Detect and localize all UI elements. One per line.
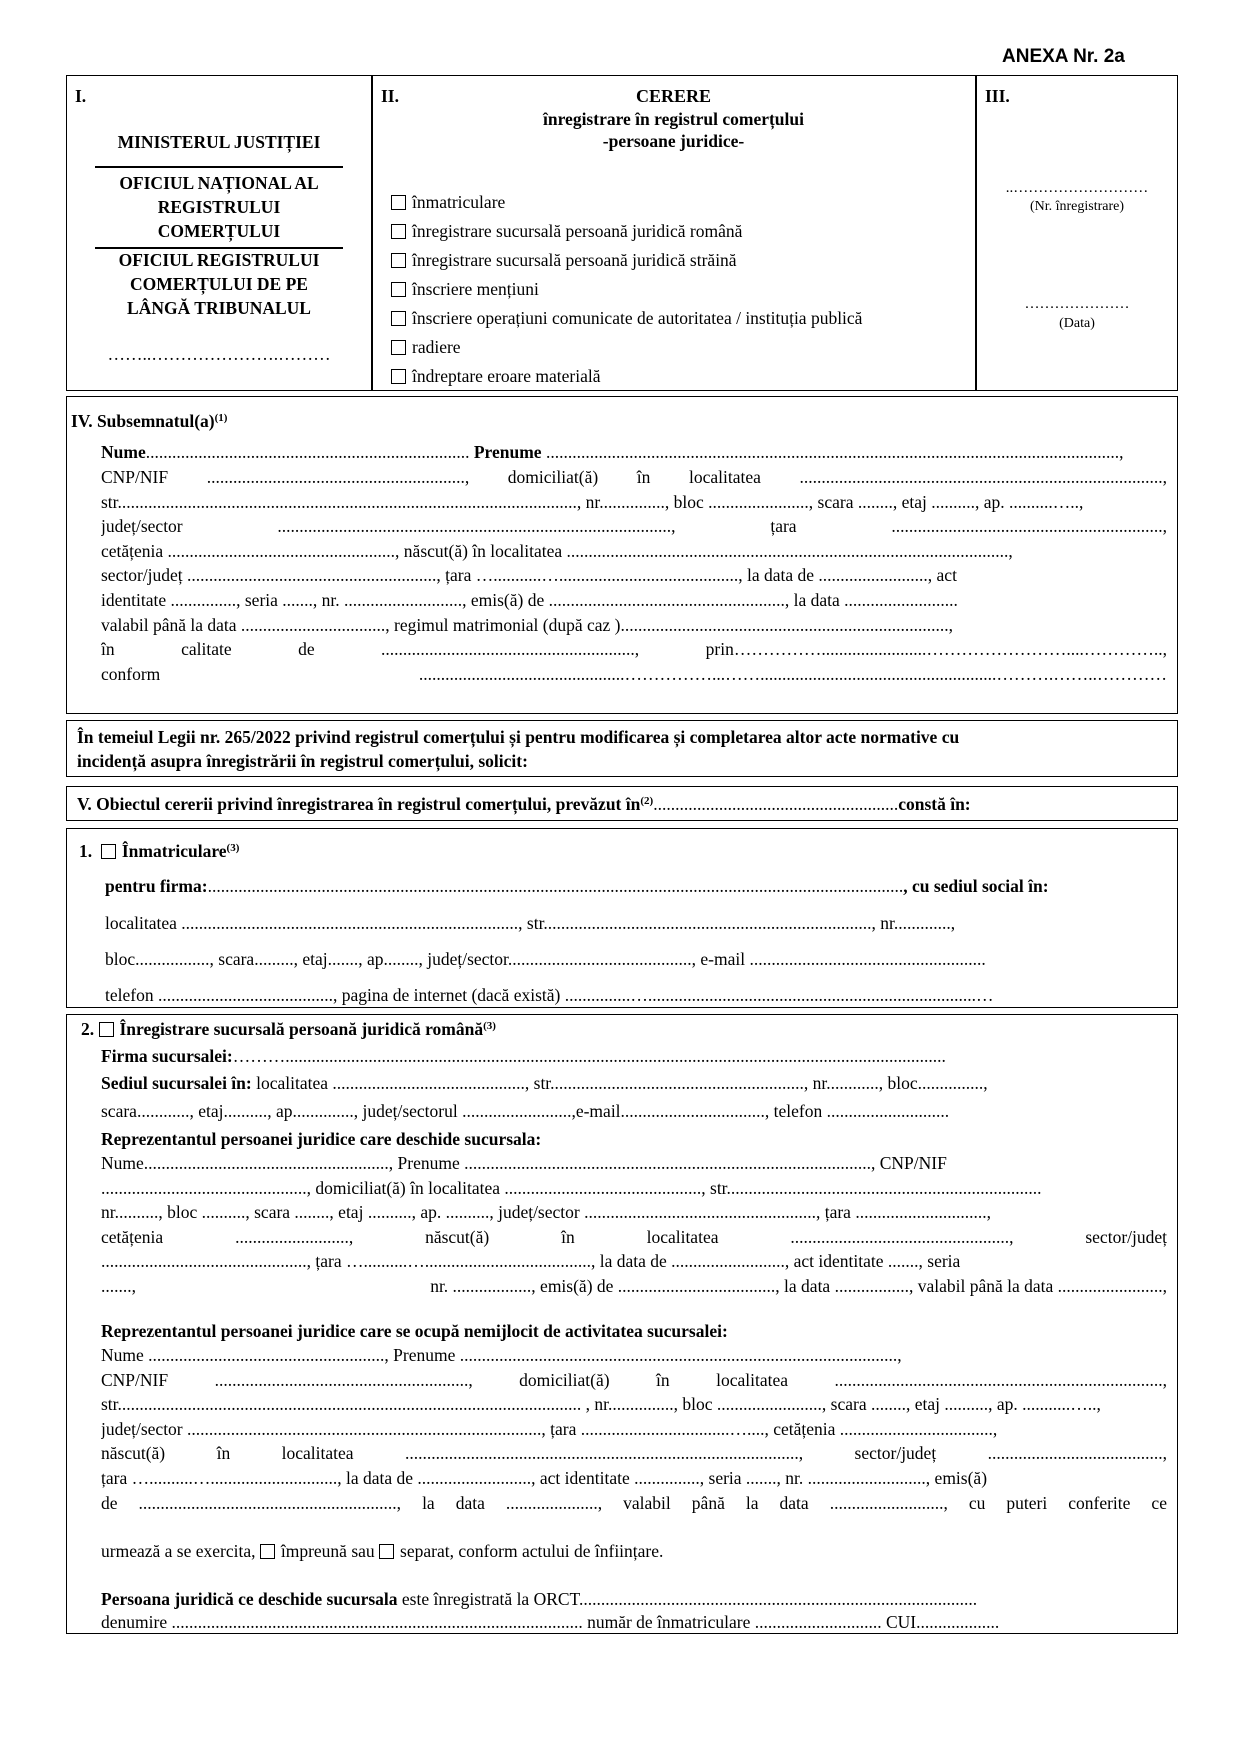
option-correction[interactable]: îndreptare eroare materială [391, 362, 862, 391]
ministry-name: MINISTERUL JUSTIȚIEI [117, 132, 321, 152]
form-line-text: județ/sector [101, 516, 183, 537]
form-line-text: țara …..........…............................., la data de .........................., act identitate ..............., seria ......., nr. ..........................., emis(ă) [101, 1468, 988, 1488]
branch-seat-details[interactable]: scara............, etaj.........., ap.............., județ/sectorul .........................,e-mail................................., telefon ............................ [101, 1101, 950, 1121]
form-line-text: prin……………........................……………………....………….., [705, 639, 1167, 660]
form-line-text: țara [770, 516, 797, 537]
form-line-text: în [101, 639, 115, 660]
form-line[interactable] [101, 1276, 1167, 1296]
form-line-text: născut(ă) [425, 1226, 490, 1247]
request-options [391, 188, 862, 391]
form-line-text: ..........................................................................., [834, 1369, 1167, 1390]
section-applicant [66, 396, 1178, 714]
form-line-text: CNP/NIF [101, 1369, 169, 1390]
form-line-text: ........................................, [987, 1443, 1167, 1464]
parent-identity-line[interactable]: denumire .............................................................................................. număr de înmatriculare ............................. CUI................... [101, 1612, 1000, 1632]
form-line-text: .................................................., [790, 1226, 1014, 1247]
form-line[interactable] [101, 615, 1167, 635]
form-line-text: ce [1151, 1492, 1167, 1513]
form-line-text: ......., [101, 1275, 136, 1296]
section-applicant-title: IV. $Subsemnatul(a)^{(1)}$ [71, 411, 228, 431]
form-line-text: conform [101, 663, 161, 684]
form-line-text: data [779, 1492, 809, 1513]
registration-number-label: (Nr. înregistrare) [1029, 199, 1125, 214]
col3-number: III. [985, 86, 1010, 106]
form-line[interactable] [101, 541, 1167, 561]
form-line-text: la [745, 1492, 759, 1513]
header-table [66, 75, 1178, 391]
form-line-text: valabil până la data ................................., regimul matrimonial (după caz )..........................................................................., [101, 614, 953, 635]
form-line-text: domiciliat(ă) [507, 467, 599, 487]
option-mentions[interactable]: înscriere mențiuni [391, 275, 862, 304]
form-line-text: .............................................................., [891, 516, 1167, 537]
request-subtitle: înregistrare în registrul comerțului [543, 109, 804, 129]
col2-number: II. [381, 86, 399, 106]
form-line-text: str.......................................................................................................... , nr..............., bloc ........................, scara ........, etaj .........., ap. ...........….., [101, 1394, 1101, 1415]
branch-title[interactable]: 2. Înregistrare sucursală persoană juridică română$^{(3)}$ [81, 1019, 496, 1039]
checkbox[interactable] [391, 340, 406, 355]
col2-divider [975, 76, 977, 390]
powers-line[interactable]: urmează a se exercita, împreună sau separat, conform actului de înființare. [101, 1541, 664, 1561]
option-operations[interactable]: înscriere operațiuni comunicate de autoritatea / instituția publică [391, 304, 862, 333]
immatriculation-title[interactable]: 1. Înmatriculare$^{(3)}$ [79, 841, 240, 861]
orct-line: OFICIUL REGISTRULUI [118, 250, 320, 270]
orct-line: COMERȚULUI DE PE [130, 274, 308, 294]
form-line[interactable] [101, 1227, 1167, 1247]
object-legal-field[interactable]: ........................................................ [653, 794, 899, 814]
form-line-text: domiciliat(ă) [519, 1369, 610, 1390]
form-line-text: nr.........., bloc .........., scara ........, etaj .........., ap. .........., județ/sector ....................................................., țara .............................., [101, 1202, 991, 1222]
form-line[interactable] [101, 565, 1167, 585]
form-line-text: în [636, 467, 651, 487]
form-line-text: .........................., [829, 1492, 948, 1513]
section-object: V. Obiectul cererii privind înregistrarea în registrul comerțului, prevăzut $în^{(2)}........................................................constă$ în: [66, 786, 1178, 821]
branch-name-line[interactable]: Firma sucursalei:………....................................................................................................................................................... [101, 1046, 946, 1066]
option-branch-foreign[interactable]: înregistrare sucursală persoană juridică străină [391, 246, 862, 275]
checkbox[interactable] [391, 253, 406, 268]
seat-address-line[interactable]: localitatea ............................................................................., str..........................................................................., nr............., [105, 913, 956, 933]
form-line-text: ..........................................................., [206, 467, 470, 487]
form-line-text: ..............................................., domiciliat(ă) în localitatea ............................................., str........................................................................ [101, 1177, 1042, 1198]
section-immatriculation [66, 828, 1178, 1008]
checkbox[interactable] [99, 1022, 114, 1037]
checkbox[interactable] [391, 369, 406, 384]
form-line-text: până [691, 1492, 725, 1513]
form-line-text: str........................................................................................................., nr..............., bloc ......................., scara ........, etaj .........., ap. ..........….., [101, 491, 1084, 512]
parent-registration-line[interactable]: Persoana juridică ce deschide sucursala este înregistrată la ORCT........................................................................................... [101, 1589, 978, 1609]
form-line[interactable] [101, 664, 1167, 684]
request-subtitle-type: -persoane juridice- [602, 131, 745, 151]
form-line-text: de [298, 639, 315, 660]
form-line-text: cetățenia ...................................................., născut(ă) în localitatea ....................................................................................................., [101, 540, 1013, 561]
orct-block [67, 248, 371, 320]
form-line-text: Nume........................................................, Prenume ............................................................................................., CNP/NIF [101, 1153, 947, 1173]
form-line-text: .........................................................., [214, 1369, 473, 1390]
onrc-line: REGISTRULUI [157, 197, 281, 217]
form-line-text: în [561, 1226, 575, 1247]
form-line-text: nr. .................., emis(ă) de ...................................., la data ................., valabil până la data ........................, [430, 1275, 1167, 1296]
form-line[interactable] [101, 1370, 1167, 1390]
date-field[interactable]: ………………… [1024, 296, 1130, 312]
form-line-text: localitatea [716, 1369, 789, 1390]
form-line[interactable] [101, 1468, 1167, 1488]
form-line[interactable] [101, 1493, 1167, 1513]
col1-number: I. [75, 86, 87, 106]
legal-basis [66, 720, 1178, 777]
annex-number: ANEXA Nr. 2a [1002, 46, 1125, 67]
registration-number-field[interactable]: ..……………………… [1005, 180, 1149, 196]
onrc-line: COMERȚULUI [157, 221, 281, 241]
form-line-text: valabil [623, 1492, 671, 1513]
form-line-text: .........................., [235, 1226, 354, 1247]
form-line-text: .........................................................................................., [277, 516, 676, 537]
form-line[interactable] [101, 1345, 1167, 1365]
form-line-text: în [656, 1369, 670, 1390]
form-line-text: județ/sector ................................................................................., țara ..................................…...., cetățenia ..................................., [101, 1418, 998, 1439]
form-line[interactable] [101, 1251, 1167, 1271]
legal-basis-line: incidență asupra înregistrării în registrul comerțului, solicit: [77, 751, 528, 771]
checkbox[interactable] [391, 311, 406, 326]
orct-line: LÂNGĂ TRIBUNALUL [127, 298, 311, 318]
form-line[interactable] [101, 1202, 1167, 1222]
date-label: (Data) [1059, 316, 1095, 331]
form-line[interactable] [101, 1394, 1167, 1414]
rep1-heading: Reprezentantul persoanei juridice care deschide sucursala: [101, 1129, 542, 1149]
checkbox-separately[interactable] [379, 1544, 394, 1559]
form-line[interactable] [101, 467, 1167, 487]
rep2-heading: Reprezentantul persoanei juridice care se ocupă nemijlocit de activitatea sucursalei: [101, 1321, 728, 1341]
applicant-name-line[interactable]: Nume.......................................................................... Prenume ..................................................................................................................................., [101, 442, 1124, 462]
form-line-text: Nume ......................................................, Prenume ...................................................................................................., [101, 1345, 902, 1365]
form-line-text: ..............................................., țara …..........…......................................, la data de .........................., act identitate ......., seria [101, 1251, 961, 1271]
form-line[interactable] [101, 1419, 1167, 1439]
form-line[interactable] [101, 516, 1167, 536]
form-line-text: localitatea [689, 467, 761, 487]
form-line-text: identitate ..............., seria ......., nr. ..........................., emis(ă) de ......................................................, la data .......................... [101, 590, 958, 610]
form-line[interactable] [101, 492, 1167, 512]
checkbox[interactable] [391, 224, 406, 239]
section-branch-ro [66, 1014, 1178, 1634]
form-line[interactable] [101, 1178, 1167, 1198]
form-line-text: .........................................................................................., [404, 1443, 804, 1464]
option-branch-ro[interactable]: înregistrare sucursală persoană juridică română [391, 217, 862, 246]
branch-seat-line[interactable]: Sediul sucursalei în: localitatea ............................................, str.........................................................., nr............, bloc..............., [101, 1073, 988, 1093]
form-line-text: la [422, 1492, 435, 1513]
legal-basis-line: În temeiul Legii nr. 265/2022 privind registrul comerțului și pentru modificarea și completarea altor acte normative cu [77, 727, 960, 747]
form-line-text: cu [968, 1492, 986, 1513]
form-line-text: CNP/NIF [101, 467, 169, 487]
request-title: CERERE [635, 86, 711, 106]
form-line-text: sector/județ ........................................................., țara …...........…........................................., la data de ........................., act [101, 565, 957, 586]
form-line-text: de [101, 1492, 118, 1513]
checkbox-jointly[interactable] [260, 1544, 275, 1559]
form-line[interactable] [101, 1443, 1167, 1463]
form-line-text: puteri [1006, 1492, 1048, 1513]
checkbox[interactable] [391, 282, 406, 297]
form-line[interactable] [101, 639, 1167, 659]
form-line-text: data [455, 1492, 485, 1513]
form-line[interactable] [101, 1153, 1167, 1173]
company-name-line[interactable]: pentru firma:..............................................................................................................................................................., cu sediul social în: [105, 876, 1049, 896]
checkbox[interactable] [391, 195, 406, 210]
checkbox[interactable] [101, 844, 116, 859]
form-line-text: cetățenia [101, 1226, 164, 1247]
form-line-text: conferite [1068, 1492, 1131, 1513]
form-line-text: ....................., [505, 1492, 603, 1513]
form-line-text: ..................................................................................., [799, 467, 1167, 487]
form-line-text: sector/județ [854, 1443, 937, 1464]
form-line-text: localitatea [646, 1226, 719, 1247]
form-line-text: localitatea [281, 1443, 354, 1464]
option-removal[interactable]: radiere [391, 333, 862, 362]
form-line[interactable] [101, 590, 1167, 610]
contact-line[interactable]: telefon ........................................, pagina de internet (dacă există) ...............…...........................................................................… [105, 985, 994, 1005]
tribunal-field[interactable]: ……..………………….……… [107, 344, 331, 364]
form-line-text: născut(ă) [101, 1443, 166, 1464]
form-line-text: ...............................................……………...……......................................................……….……..………… [418, 663, 1167, 684]
onrc-block [67, 171, 371, 243]
ministry-rule [95, 166, 343, 168]
form-line-text: în [216, 1443, 231, 1464]
option-immatriculation[interactable]: înmatriculare [391, 188, 862, 217]
form-line-text: .........................................................., [381, 639, 640, 660]
onrc-line: OFICIUL NAȚIONAL AL [119, 173, 319, 193]
form-line-text: calitate [181, 639, 232, 660]
seat-details-line[interactable]: bloc................., scara........., etaj......., ap........, județ/sector.........................................., e-mail ...................................................... [105, 949, 986, 969]
form-line-text: sector/județ [1085, 1226, 1167, 1247]
form-line-text: ..........................................................., [138, 1492, 402, 1513]
